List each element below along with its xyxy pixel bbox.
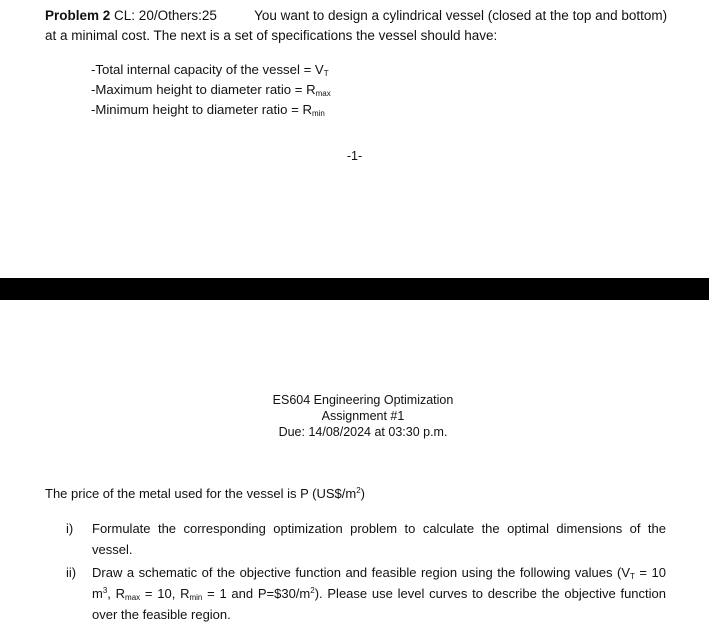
assignment-header <box>0 392 709 440</box>
due-date: Due: 14/08/2024 at 03:30 p.m. <box>278 425 448 439</box>
question-ii <box>66 562 666 625</box>
problem-intro-text-1: You want to design a cylindrical vessel (closed at the top and bottom) <box>254 8 668 23</box>
page-separator <box>0 278 709 300</box>
assignment-number: Assignment #1 <box>321 409 405 423</box>
question-text: Formulate the corresponding optimization problem to calculate the optimal dimensions of the vessel. <box>92 521 666 557</box>
problem-label: Problem 2 <box>45 8 111 23</box>
problem-weights: CL: 20/Others:25 <box>114 8 217 23</box>
spec-list <box>91 60 331 120</box>
question-text: Draw a schematic of the objective function and feasible region using the following values ($V_T = 10$ $m^3$, $R_{max} = 10$, $R_{min} = 1$ and $P=\$30/m^2$). Please use level curves to describe the objective function over the feasible region. <box>92 565 666 622</box>
spec-min-ratio: -Minimum height to diameter ratio = $R_{min}$ <box>91 102 325 118</box>
spec-capacity: -Total internal capacity of the vessel = $V_T$ <box>91 62 329 78</box>
course-title: ES604 Engineering Optimization <box>272 393 454 407</box>
page-1 <box>0 0 709 278</box>
question-list <box>66 518 666 627</box>
problem-intro-line-2: at a minimal cost. The next is a set of specifications the vessel should have: <box>45 28 498 43</box>
problem-intro-line-1 <box>45 6 685 26</box>
question-number: i) <box>66 521 74 536</box>
price-statement: The price of the metal used for the vessel is P $(US\$/m^2)$ <box>45 486 365 501</box>
spec-max-ratio: -Maximum height to diameter ratio = $R_{max}$ <box>91 82 331 98</box>
page-number: -1- <box>346 149 363 163</box>
question-i <box>66 518 666 560</box>
page-2 <box>0 300 709 635</box>
question-number: ii) <box>66 565 77 580</box>
